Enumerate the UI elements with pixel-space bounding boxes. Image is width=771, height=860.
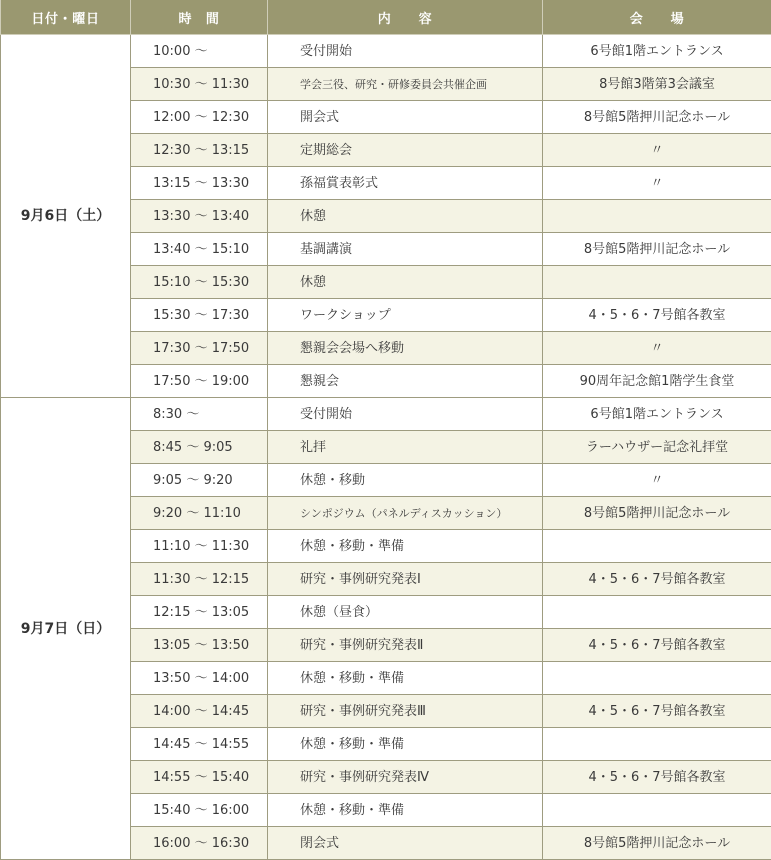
time-cell: 17:50 〜 19:00 bbox=[131, 365, 268, 398]
content-cell: 閉会式 bbox=[268, 827, 543, 860]
header-venue: 会 場 bbox=[543, 0, 771, 35]
time-cell: 16:00 〜 16:30 bbox=[131, 827, 268, 860]
content-cell: 休憩・移動・準備 bbox=[268, 728, 543, 761]
venue-cell: 90周年記念館1階学生食堂 bbox=[543, 365, 771, 398]
venue-cell bbox=[543, 596, 771, 629]
time-cell: 14:00 〜 14:45 bbox=[131, 695, 268, 728]
venue-cell: ラーハウザー記念礼拝堂 bbox=[543, 431, 771, 464]
venue-cell: 〃 bbox=[543, 134, 771, 167]
time-cell: 14:45 〜 14:55 bbox=[131, 728, 268, 761]
venue-cell bbox=[543, 266, 771, 299]
content-cell: 休憩（昼食） bbox=[268, 596, 543, 629]
header-date: 日付・曜日 bbox=[1, 0, 131, 35]
time-cell: 11:30 〜 12:15 bbox=[131, 563, 268, 596]
venue-cell: 6号館1階エントランス bbox=[543, 398, 771, 431]
venue-cell bbox=[543, 728, 771, 761]
venue-cell bbox=[543, 200, 771, 233]
venue-cell: 8号館5階押川記念ホール bbox=[543, 497, 771, 530]
content-cell: 定期総会 bbox=[268, 134, 543, 167]
time-cell: 13:50 〜 14:00 bbox=[131, 662, 268, 695]
venue-cell: 〃 bbox=[543, 464, 771, 497]
venue-cell bbox=[543, 794, 771, 827]
content-cell: シンポジウム（パネルディスカッション） bbox=[268, 497, 543, 530]
content-cell: 懇親会 bbox=[268, 365, 543, 398]
time-cell: 12:00 〜 12:30 bbox=[131, 101, 268, 134]
content-cell: 受付開始 bbox=[268, 35, 543, 68]
content-cell: 研究・事例研究発表Ⅳ bbox=[268, 761, 543, 794]
venue-cell: 4・5・6・7号館各教室 bbox=[543, 695, 771, 728]
content-cell: 礼拝 bbox=[268, 431, 543, 464]
content-cell: 孫福賞表彰式 bbox=[268, 167, 543, 200]
time-cell: 13:40 〜 15:10 bbox=[131, 233, 268, 266]
content-cell: 研究・事例研究発表Ⅰ bbox=[268, 563, 543, 596]
time-cell: 15:30 〜 17:30 bbox=[131, 299, 268, 332]
content-cell: 休憩・移動 bbox=[268, 464, 543, 497]
content-cell: 休憩 bbox=[268, 200, 543, 233]
schedule-body bbox=[1, 35, 771, 860]
content-cell: 学会三役、研究・研修委員会共催企画 bbox=[268, 68, 543, 101]
table-row bbox=[1, 35, 771, 68]
table-row bbox=[1, 398, 771, 431]
content-cell: 懇親会会場へ移動 bbox=[268, 332, 543, 365]
time-cell: 12:30 〜 13:15 bbox=[131, 134, 268, 167]
venue-cell: 4・5・6・7号館各教室 bbox=[543, 761, 771, 794]
time-cell: 9:05 〜 9:20 bbox=[131, 464, 268, 497]
content-cell: 開会式 bbox=[268, 101, 543, 134]
time-cell: 12:15 〜 13:05 bbox=[131, 596, 268, 629]
time-cell: 9:20 〜 11:10 bbox=[131, 497, 268, 530]
venue-cell: 6号館1階エントランス bbox=[543, 35, 771, 68]
time-cell: 11:10 〜 11:30 bbox=[131, 530, 268, 563]
header-time: 時 間 bbox=[131, 0, 268, 35]
content-cell: 休憩 bbox=[268, 266, 543, 299]
venue-cell: 4・5・6・7号館各教室 bbox=[543, 629, 771, 662]
venue-cell: 4・5・6・7号館各教室 bbox=[543, 563, 771, 596]
time-cell: 10:30 〜 11:30 bbox=[131, 68, 268, 101]
venue-cell: 8号館5階押川記念ホール bbox=[543, 233, 771, 266]
content-cell: 休憩・移動・準備 bbox=[268, 794, 543, 827]
time-cell: 17:30 〜 17:50 bbox=[131, 332, 268, 365]
time-cell: 15:40 〜 16:00 bbox=[131, 794, 268, 827]
header-row bbox=[1, 0, 771, 35]
content-cell: ワークショップ bbox=[268, 299, 543, 332]
time-cell: 10:00 〜 bbox=[131, 35, 268, 68]
venue-cell bbox=[543, 662, 771, 695]
content-cell: 基調講演 bbox=[268, 233, 543, 266]
time-cell: 14:55 〜 15:40 bbox=[131, 761, 268, 794]
time-cell: 13:05 〜 13:50 bbox=[131, 629, 268, 662]
venue-cell: 4・5・6・7号館各教室 bbox=[543, 299, 771, 332]
day-label: 9月7日（日） bbox=[1, 398, 131, 860]
time-cell: 8:30 〜 bbox=[131, 398, 268, 431]
venue-cell bbox=[543, 530, 771, 563]
header-content: 内 容 bbox=[268, 0, 543, 35]
venue-cell: 〃 bbox=[543, 332, 771, 365]
content-cell: 受付開始 bbox=[268, 398, 543, 431]
content-cell: 休憩・移動・準備 bbox=[268, 530, 543, 563]
time-cell: 15:10 〜 15:30 bbox=[131, 266, 268, 299]
content-cell: 研究・事例研究発表Ⅲ bbox=[268, 695, 543, 728]
day-label: 9月6日（土） bbox=[1, 35, 131, 398]
venue-cell: 8号館3階第3会議室 bbox=[543, 68, 771, 101]
venue-cell: 〃 bbox=[543, 167, 771, 200]
time-cell: 13:15 〜 13:30 bbox=[131, 167, 268, 200]
time-cell: 13:30 〜 13:40 bbox=[131, 200, 268, 233]
time-cell: 8:45 〜 9:05 bbox=[131, 431, 268, 464]
venue-cell: 8号館5階押川記念ホール bbox=[543, 827, 771, 860]
venue-cell: 8号館5階押川記念ホール bbox=[543, 101, 771, 134]
content-cell: 研究・事例研究発表Ⅱ bbox=[268, 629, 543, 662]
content-cell: 休憩・移動・準備 bbox=[268, 662, 543, 695]
